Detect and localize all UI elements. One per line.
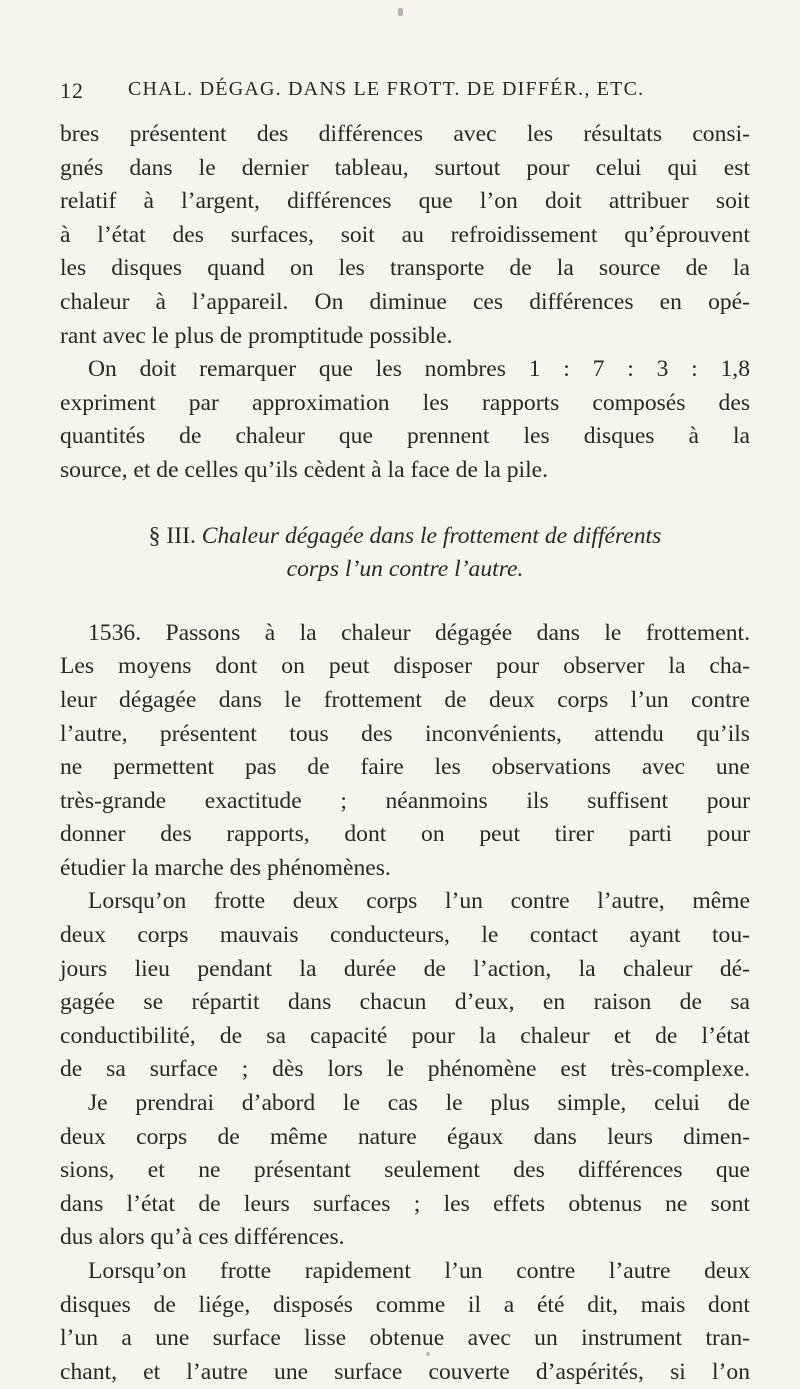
text-line: Les moyens dont on peut disposer pour observer la cha-: [60, 653, 750, 680]
text-line: deux corps de même nature égaux dans leurs dimen-: [60, 1123, 750, 1150]
text-line: à l’état des surfaces, soit au refroidissement qu’éprouvent: [60, 221, 750, 248]
text-line: deux corps mauvais conducteurs, le contact ayant tou-: [60, 922, 750, 949]
print-mark: [398, 8, 403, 16]
text-line: disques de liége, disposés comme il a été dit, mais dont: [60, 1291, 750, 1318]
text-line: 1536. Passons à la chaleur dégagée dans le frottement.: [88, 619, 750, 646]
spacer: [60, 587, 750, 617]
text-line: Lorsqu’on frotte deux corps l’un contre l’autre, même: [88, 888, 750, 915]
text-line: Lorsqu’on frotte rapidement l’un contre l’autre deux: [88, 1258, 750, 1284]
text-line: expriment par approximation les rapports composés des: [60, 389, 750, 416]
text-line: leur dégagée dans le frottement de deux corps l’un contre: [60, 686, 750, 713]
text-line: gnés dans le dernier tableau, surtout pour celui qui est: [60, 154, 750, 181]
page-number: 12: [60, 78, 84, 103]
text-line: On doit remarquer que les nombres 1 : 7 : 3 : 1,8: [88, 356, 750, 383]
text-line: quantités de chaleur que prennent les disques à la: [60, 423, 750, 450]
text-line: chant, et l’autre une surface couverte d’aspérités, si l’on: [60, 1358, 750, 1385]
section-title-line-1: Chaleur dégagée dans le frottement de différents: [201, 522, 662, 549]
text-line: relatif à l’argent, différences que l’on doit attribuer soit: [60, 188, 750, 215]
text-line: jours lieu pendant la durée de l’action, la chaleur dé-: [60, 955, 750, 982]
text-line: très-grande exactitude ; néanmoins ils suffisent pour: [60, 787, 750, 814]
text-line: source, et de celles qu’ils cèdent à la face de la pile.: [60, 456, 549, 483]
text-line: rant avec le plus de promptitude possible.: [60, 322, 453, 349]
text-line: dus alors qu’à ces différences.: [60, 1224, 345, 1251]
page-header: [60, 78, 750, 110]
text-line: gagée se répartit dans chacun d’eux, en raison de sa: [60, 989, 750, 1016]
section-heading: [60, 520, 750, 554]
text-line: les disques quand on les transporte de la source de la: [60, 255, 750, 282]
spacer: [60, 488, 750, 520]
text-line: bres présentent des différences avec les résultats consi-: [60, 121, 750, 147]
text-line: de sa surface ; dès lors le phénomène est très-complexe.: [60, 1056, 750, 1083]
print-speck: [426, 1352, 430, 1356]
text-line: ne permettent pas de faire les observations avec une: [60, 754, 750, 781]
text-line: étudier la marche des phénomènes.: [60, 854, 391, 881]
text-line: donner des rapports, dont on peut tirer parti pour: [60, 821, 750, 848]
section-title-line-2: corps l’un contre l’autre.: [286, 556, 524, 583]
section-mark: § III.: [148, 522, 196, 549]
text-line: conductibilité, de sa capacité pour la chaleur et de l’état: [60, 1022, 750, 1049]
text-line: l’autre, présentent tous des inconvénients, attendu qu’ils: [60, 720, 750, 747]
text-line: dans l’état de leurs surfaces ; les effets obtenus ne sont: [60, 1190, 750, 1217]
running-head: CHAL. DÉGAG. DANS LE FROTT. DE DIFFÉR., ETC.: [128, 78, 645, 100]
text-line: sions, et ne présentant seulement des différences que: [60, 1157, 750, 1184]
text-line: l’un a une surface lisse obtenue avec un instrument tran-: [60, 1325, 750, 1352]
text-line: Je prendrai d’abord le cas le plus simple, celui de: [88, 1090, 750, 1117]
text-line: chaleur à l’appareil. On diminue ces différences en opé-: [60, 288, 750, 315]
page-body: [60, 118, 750, 1389]
